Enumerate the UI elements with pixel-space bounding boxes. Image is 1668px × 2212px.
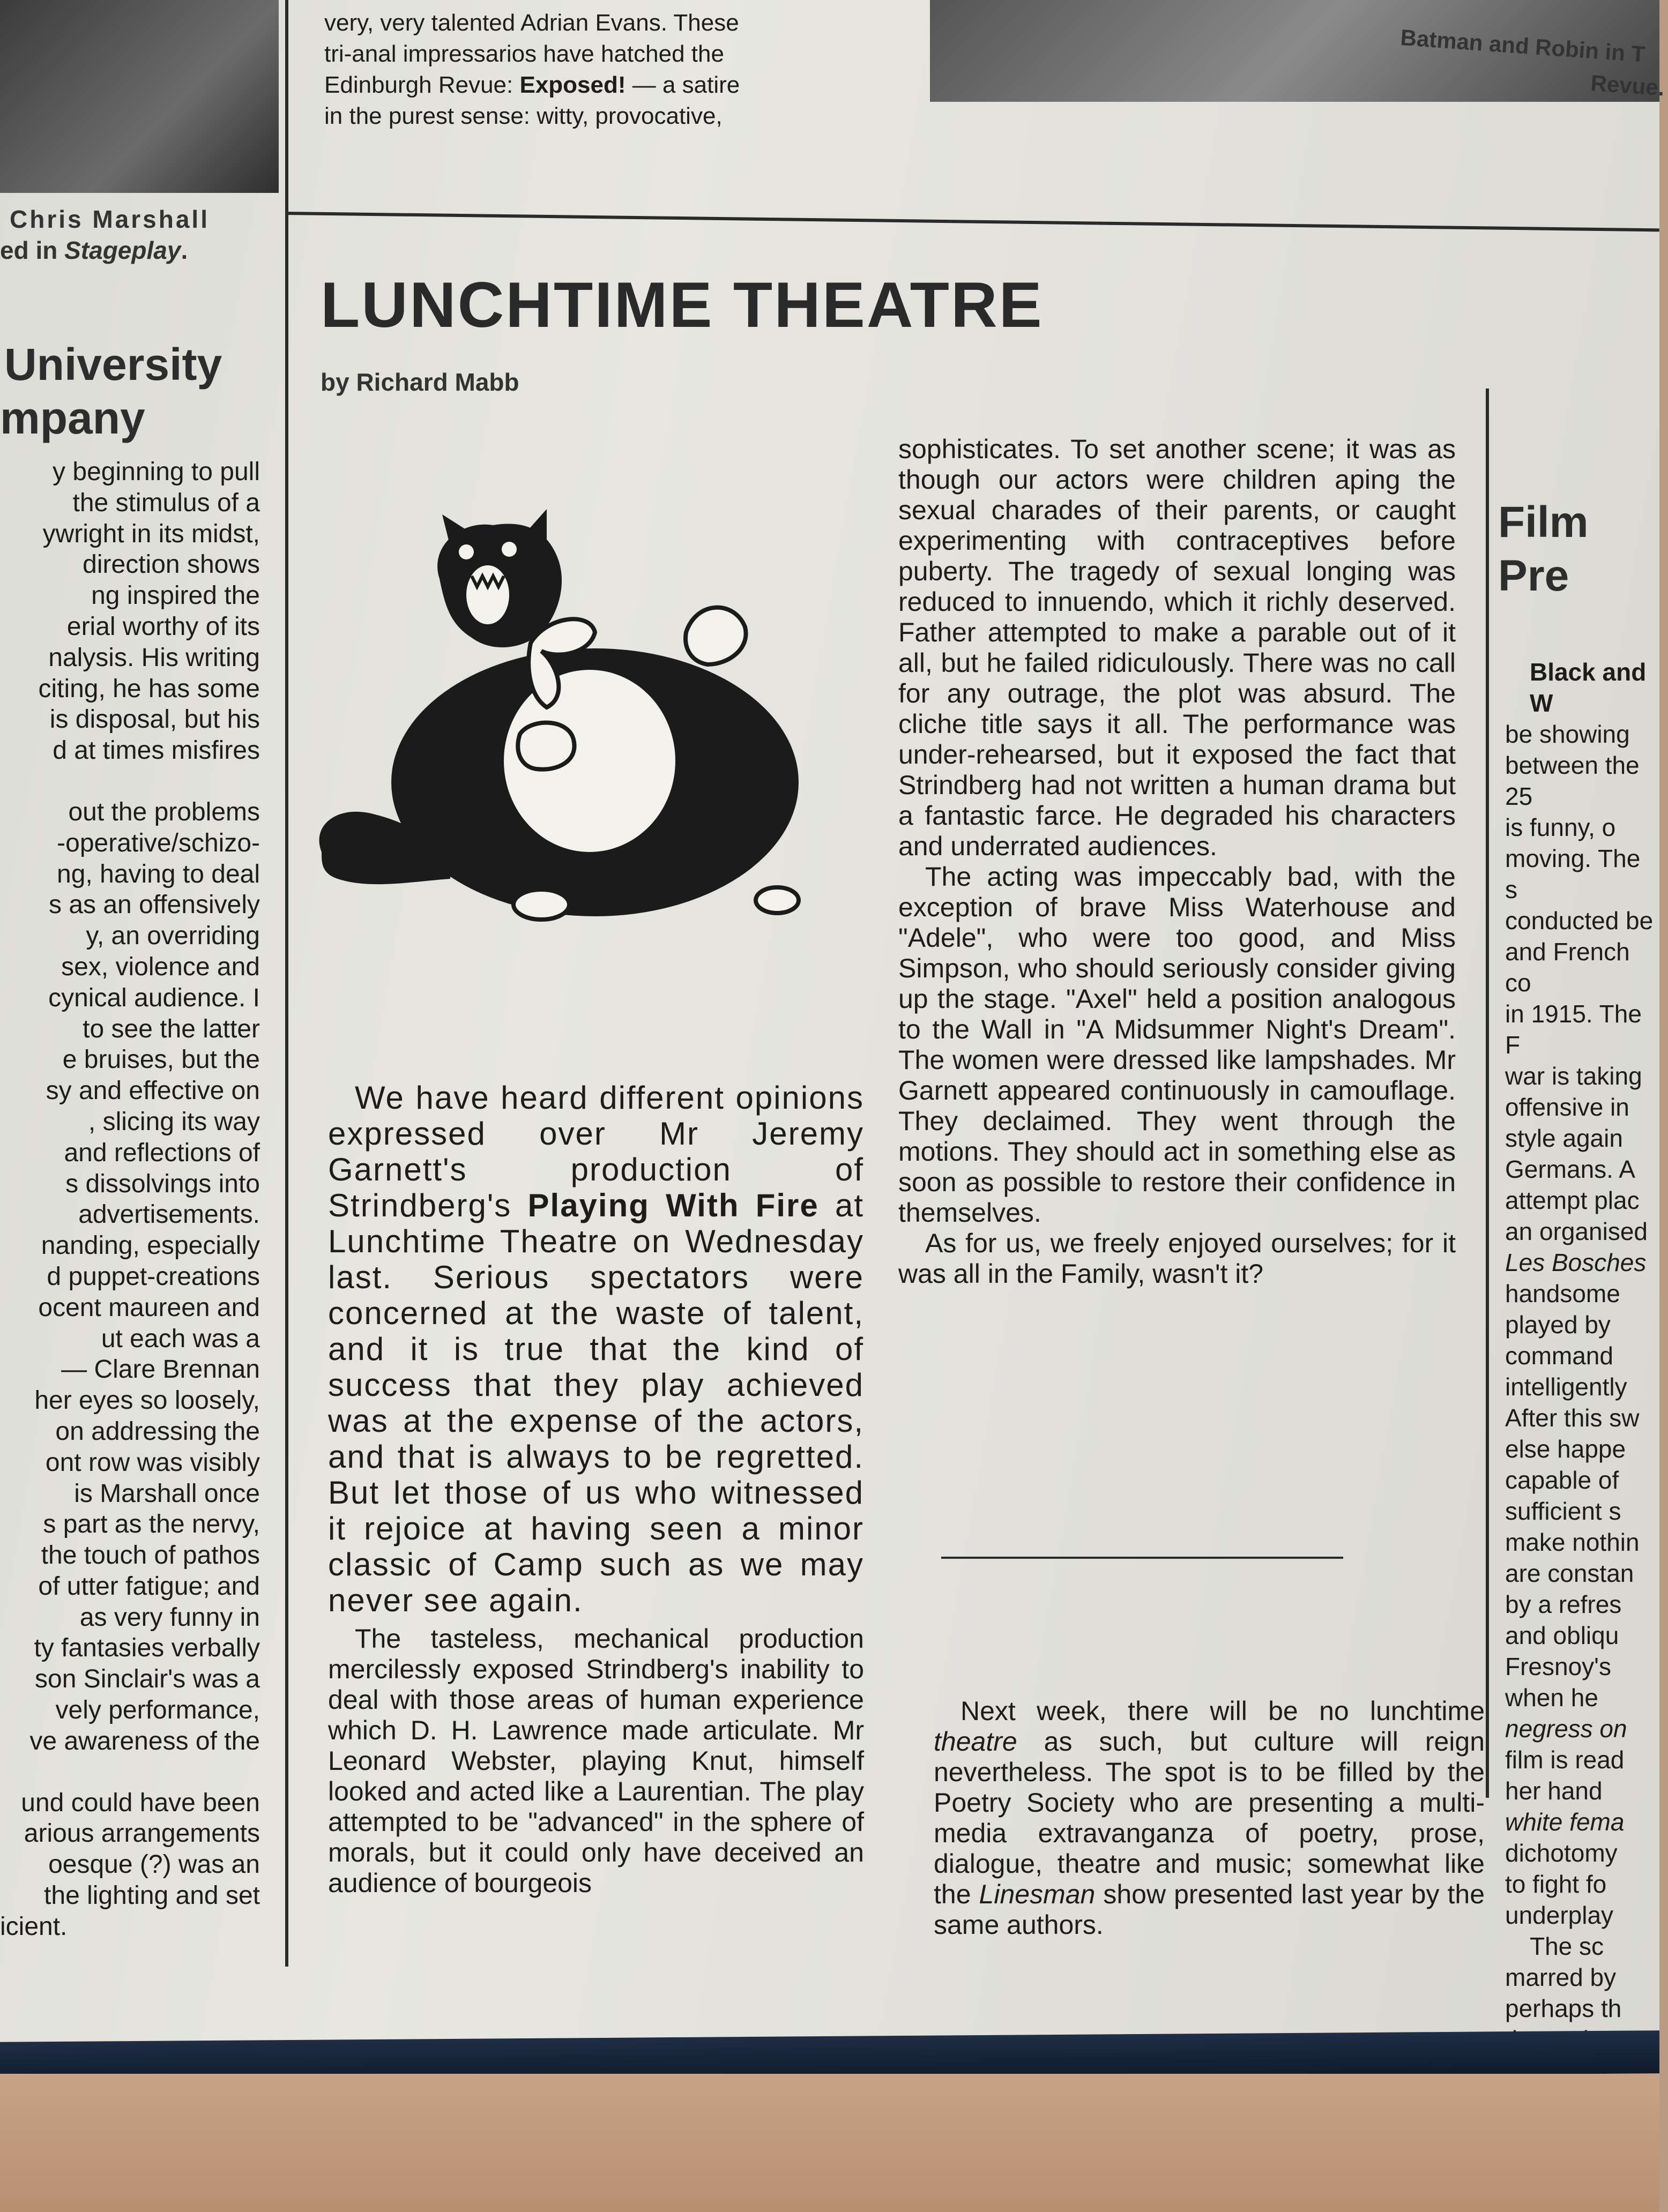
text-line: sufficient s <box>1505 1497 1621 1525</box>
text-line: in the purest sense: witty, provocative, <box>324 103 723 129</box>
text-span: as such, but culture will reign nevertheless. The spot is to be filled by the Poetry Society who are presenting a multi-media extravanganza of poetry, prose, dialogue, theatre and music; somewhat like the <box>934 1727 1485 1909</box>
text-line: tri-anal impressarios have hatched the <box>324 41 724 67</box>
text-italic: theatre <box>934 1727 1017 1757</box>
text-line: Germans. A <box>1505 1155 1635 1183</box>
caption-span: . <box>181 236 188 264</box>
text-line: The sc <box>1530 1932 1604 1960</box>
film-preview-column <box>1505 656 1659 2022</box>
text-line: the stimulus of a <box>72 488 260 517</box>
text-line: by a refres <box>1505 1590 1622 1618</box>
text-line: s dissolvings into <box>65 1169 260 1198</box>
cat-illustration <box>289 504 858 954</box>
show-title: Linesman <box>979 1879 1096 1909</box>
text-span: Next week, there will be no lunchtime <box>960 1696 1485 1726</box>
article-paragraph: As for us, we freely enjoyed ourselves; for it was all in the Family, wasn't it? <box>898 1228 1456 1289</box>
left-column-text <box>0 457 260 1978</box>
cat-eye <box>459 544 474 559</box>
text-line: capable of <box>1505 1466 1619 1494</box>
article-paragraph <box>934 1696 1485 1940</box>
text-line: ng, having to deal <box>57 860 260 888</box>
article-lead-paragraph <box>328 1080 864 1618</box>
column-divider <box>1486 388 1489 1798</box>
text-line: conducted be <box>1505 907 1654 935</box>
top-center-text <box>324 8 839 136</box>
text-line: After this sw <box>1505 1404 1640 1432</box>
next-week-notice <box>934 1696 1485 1940</box>
article-column-2 <box>898 434 1456 1289</box>
cat-foot <box>513 890 569 920</box>
text-line: out the problems <box>68 797 260 826</box>
text-line: ve awareness of the <box>29 1727 260 1755</box>
text-line: offensive in <box>1505 1093 1629 1121</box>
text-line: the lighting and set <box>44 1881 260 1910</box>
text-line: in 1915. The F <box>1505 1000 1642 1059</box>
text-line: Fresnoy's <box>1505 1653 1611 1680</box>
article-title: LUNCHTIME THEATRE <box>321 269 1044 341</box>
text-line: war is taking <box>1505 1062 1642 1090</box>
column-divider <box>285 0 288 1967</box>
text-line: her eyes so loosely, <box>34 1386 260 1415</box>
cat-front-paw <box>518 723 574 769</box>
text-line: y, an overriding <box>86 922 260 951</box>
text-line <box>0 1757 260 1788</box>
text-line: and obliqu <box>1505 1621 1619 1649</box>
caption-italic: Stageplay <box>64 236 181 264</box>
text-line: ty fantasies verbally <box>34 1634 260 1663</box>
text-line: when he <box>1505 1684 1598 1712</box>
text-line: style again <box>1505 1124 1623 1152</box>
caption-span: ed in <box>0 236 65 264</box>
text-line: oesque (?) was an <box>48 1850 260 1879</box>
text-line: handsome <box>1505 1280 1620 1307</box>
text-line: d at times misfires <box>53 736 260 765</box>
text-line: direction shows <box>83 550 260 579</box>
text-span: — a satire <box>626 72 740 98</box>
text-line: intelligently <box>1505 1373 1627 1401</box>
heading-line: University <box>4 339 222 390</box>
text-line: is disposal, but his <box>49 705 260 734</box>
section-divider <box>285 212 1659 231</box>
text-line: d puppet-creations <box>47 1262 260 1291</box>
text-span: at Lunchtime Theatre on Wednesday last. Serious spectators were concerned at the waste of talent, and it is true that the kind of success that they play achieved was at the expense of the actors, and that is always to be regretted. But let those of us who witnessed it rejoice at having seen a minor classic of Camp such as we may never see again. <box>328 1187 865 1618</box>
text-line: her hand <box>1505 1777 1603 1805</box>
text-line: sy and effective on <box>46 1077 260 1105</box>
text-line: film is read <box>1505 1746 1625 1774</box>
text-line: be showing <box>1505 720 1630 748</box>
top-left-photo <box>0 0 279 193</box>
text-span: We have heard different opinions expressed over Mr Jeremy Garnett's production of Strindberg's <box>328 1080 864 1223</box>
short-divider <box>941 1557 1343 1559</box>
text-line: ng inspired the <box>91 581 260 610</box>
article-column-1 <box>328 1080 864 1899</box>
text-line: very, very talented Adrian Evans. These <box>324 10 739 36</box>
text-line: on addressing the <box>55 1417 260 1446</box>
text-line: of utter fatigue; and <box>38 1572 260 1601</box>
text-line: nalysis. His writing <box>48 643 260 672</box>
text-line: to fight fo <box>1505 1870 1607 1898</box>
text-line: — Clare Brennan <box>61 1355 260 1384</box>
text-line: s part as the nervy, <box>43 1510 260 1539</box>
text-line: -operative/schizo- <box>57 828 260 857</box>
text-span: Edinburgh Revue: <box>324 72 520 98</box>
text-line: are constan <box>1505 1559 1634 1587</box>
text-line: the touch of pathos <box>41 1541 260 1570</box>
text-line: s as an offensively <box>48 891 260 920</box>
text-line: cynical audience. I <box>48 983 260 1012</box>
text-line: make nothin <box>1505 1528 1640 1556</box>
text-line: is Marshall once <box>74 1479 260 1508</box>
text-line: , slicing its way <box>88 1107 260 1136</box>
text-line: ut each was a <box>101 1324 260 1353</box>
text-line: arious arrangements <box>24 1819 260 1848</box>
text-line <box>324 70 839 101</box>
text-line: Black and W <box>1530 658 1647 717</box>
text-line: command <box>1505 1342 1613 1370</box>
text-line: ywright in its midst, <box>42 519 260 548</box>
article-byline: by Richard Mabb <box>321 368 519 396</box>
text-line: moving. The s <box>1505 845 1641 903</box>
heading-line: mpany <box>0 393 145 443</box>
text-line: white fema <box>1505 1808 1625 1836</box>
text-line: and reflections of <box>64 1138 260 1167</box>
article-paragraph: The acting was impeccably bad, with the exception of brave Miss Waterhouse and "Adele", who were too good, and Miss Simpson, who should seriously consider giving up the stage. "Axel" held a position analogous to the Wall in "A Midsummer Night's Dream". The women were dressed like lampshades. Mr Garnett appeared continuously in camouflage. They declaimed. They went through the motions. They should act in something else as soon as possible to restore their confidence in themselves. <box>898 862 1456 1228</box>
text-line: icient. <box>0 1912 68 1941</box>
text-line: ocent maureen and <box>38 1293 260 1322</box>
text-line: ont row was visibly <box>45 1448 260 1477</box>
text-line: son Sinclair's was a <box>35 1665 260 1694</box>
text-line: sex, violence and <box>61 952 260 981</box>
text-line <box>0 766 260 797</box>
article-paragraph: The tasteless, mechanical production mercilessly exposed Strindberg's inability to deal with those areas of human experience which D. H. Lawrence made articulate. Mr Leonard Webster, playing Knut, himself looked and acted like a Laurentian. The play attempted to be "advanced" in the sphere of morals, but it could only have deceived an audience of bourgeois <box>328 1624 864 1898</box>
text-line: is funny, o <box>1505 813 1616 841</box>
text-line: nanding, especially <box>41 1231 260 1260</box>
text-line: dichotomy <box>1505 1839 1618 1867</box>
text-line: else happe <box>1505 1435 1626 1463</box>
text-line: und could have been <box>21 1788 260 1817</box>
play-title: Playing With Fire <box>527 1187 819 1223</box>
text-line: between the 25 <box>1505 751 1640 810</box>
text-line: negress on <box>1505 1715 1627 1743</box>
caption-line <box>0 235 268 266</box>
cat-raised-paw <box>686 608 746 664</box>
text-line: e bruises, but the <box>62 1045 260 1074</box>
text-line: advertisements. <box>78 1200 260 1229</box>
text-line: citing, he has some <box>38 674 260 703</box>
article-paragraph: sophisticates. To set another scene; it was as though our actors were children aping the sexual charades of their parents, or caught experimenting with contraceptives before puberty. The tragedy of sexual longing was reduced to innuendo, which it richly deserved. Father attempted to make a parable out of it all, but he failed ridiculously. There was no call for any outrage, the plot was absurd. The cliche title says it all. The performance was under-rehearsed, but it exposed the fact that Strindberg had not written a human drama but a fantastic farce. He degraded his characters and underrated audiences. <box>898 434 1456 861</box>
cat-foot <box>756 887 799 913</box>
film-preview-heading: Film Pre <box>1498 498 1589 600</box>
caption-line: Batman and Robin in T <box>1399 24 1646 67</box>
text-line: Les Bosches <box>1505 1249 1647 1276</box>
desk-surface <box>0 2074 1659 2212</box>
text-line: as very funny in <box>79 1603 260 1632</box>
left-article-heading <box>0 338 268 445</box>
text-line: to see the latter <box>83 1014 260 1043</box>
text-line: perhaps th <box>1505 1994 1622 2022</box>
cat-mouth <box>466 565 509 624</box>
caption-line: Revue. <box>1590 70 1665 101</box>
text-span: show presented last year by the same authors. <box>934 1879 1485 1940</box>
photo-caption-left <box>0 204 268 268</box>
text-line: marred by <box>1505 1963 1617 1991</box>
text-line: underplay <box>1505 1901 1614 1929</box>
photo-caption-right <box>1394 21 1665 146</box>
cat-eye <box>502 542 517 557</box>
text-line: vely performance, <box>55 1696 260 1725</box>
text-line: and French co <box>1505 938 1630 997</box>
text-line: y beginning to pull <box>53 458 260 486</box>
text-line: an organised <box>1505 1217 1648 1245</box>
caption-line: Chris Marshall <box>10 205 210 233</box>
show-title: Exposed! <box>519 72 626 98</box>
text-line: erial worthy of its <box>66 612 260 641</box>
text-line: played by <box>1505 1311 1611 1339</box>
text-line: attempt plac <box>1505 1186 1640 1214</box>
